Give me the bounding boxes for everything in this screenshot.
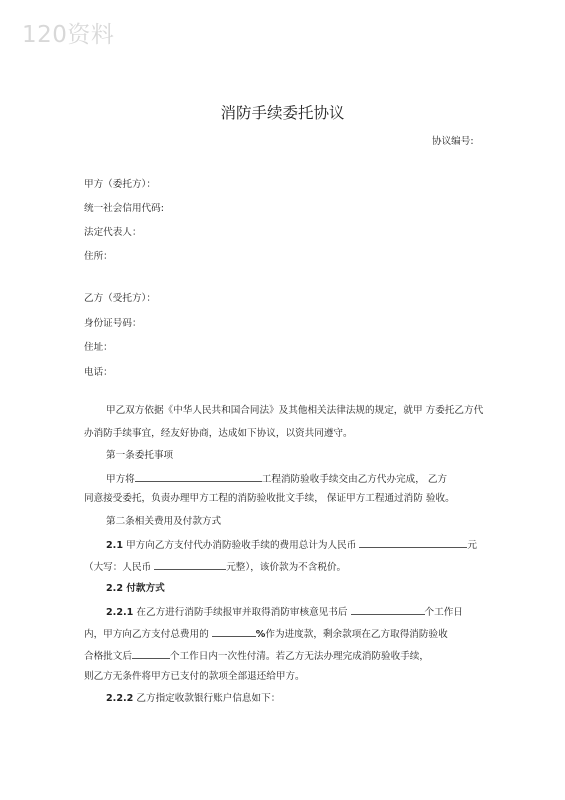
document-title: 消防手续委托协议	[220, 104, 345, 122]
section-2-1-line-1	[106, 537, 477, 553]
party-b-id-number: 身份证号码：	[84, 318, 142, 329]
section-2-2-1-line-3	[84, 648, 429, 664]
section-2-1-line-2-post: 元整），该价款为不含税价。	[226, 562, 347, 573]
section-2-2-2-line	[106, 692, 280, 706]
section-2-2-heading: 2.2 付款方式	[106, 583, 165, 594]
section-2-1-line-2-pre: （大写：人民币	[84, 562, 152, 573]
article-1-line-1-pre: 甲方将	[106, 474, 135, 485]
article-1-line-2: 同意接受委托，负责办理甲方工程的消防验收批文手续， 保证甲方工程通过消防 验收。	[84, 493, 455, 504]
section-2-2-1-line-1-pre: 在乙方进行消防手续报审并取得消防审核意见书后	[136, 607, 348, 618]
section-2-1-number: 2.1	[106, 540, 123, 551]
watermark: 120资料	[22, 22, 115, 48]
agreement-number-label: 协议编号:	[432, 136, 474, 147]
percent-sign: %	[255, 629, 266, 640]
article-1-heading: 第一条委托事项	[106, 450, 174, 461]
article-2-heading: 第二条相关费用及付款方式	[106, 516, 222, 527]
section-2-2-1-line-3-post: 个工作日内一次性付清。若乙方无法办理完成消防验收手续，	[169, 651, 429, 662]
percentage-blank	[212, 626, 256, 637]
section-2-2-1-line-2-pre: 内，甲方向乙方支付总费用的	[84, 629, 209, 640]
party-b-address: 住址：	[84, 342, 113, 353]
section-2-2-1-line-2-post: 作为进度款，剩余款项在乙方取得消防验收	[265, 629, 448, 640]
fee-amount-blank	[359, 537, 467, 548]
party-a-legal-rep: 法定代表人：	[84, 227, 142, 238]
project-name-blank	[135, 471, 262, 482]
party-b-label: 乙方（受托方）：	[84, 293, 156, 304]
article-1-line-1-post: 工程消防验收手续交由乙方代办完成， 乙方	[261, 474, 448, 485]
section-2-1-text: 甲方向乙方支付代办消防验收手续的费用总计为人民币	[126, 540, 357, 551]
party-a-credit-code: 统一社会信用代码:	[84, 203, 164, 214]
section-2-2-1-line-1-post: 个工作日	[424, 607, 463, 618]
section-2-1-line-2	[84, 559, 346, 575]
days-after-approval-blank	[132, 648, 170, 659]
article-1-line-1	[106, 471, 447, 487]
section-2-2-1-line-3-pre: 合格批文后	[84, 651, 132, 662]
section-2-2-1-line-1	[106, 604, 463, 620]
section-2-1-unit: 元	[467, 540, 477, 551]
section-2-2-1-line-4: 则乙方无条件将甲方已支付的款项全部退还给甲方。	[84, 671, 305, 682]
section-2-2-1-number: 2.2.1	[106, 607, 134, 618]
party-a-label: 甲方（委托方）：	[84, 179, 156, 190]
section-2-2-2-number: 2.2.2	[106, 693, 134, 704]
days-after-review-blank	[351, 604, 425, 615]
fee-amount-words-blank	[154, 559, 226, 570]
section-2-2-2-text: 乙方指定收款银行账户信息如下：	[136, 693, 281, 704]
party-b-phone: 电话：	[84, 367, 113, 378]
intro-line-1: 甲乙双方依据《中华人民共和国合同法》及其他相关法律法规的规定，就甲 方委托乙方代	[106, 405, 484, 416]
intro-line-2: 办消防手续事宜，经友好协商，达成如下协议，以资共同遵守。	[84, 428, 353, 439]
section-2-2-1-line-2	[84, 626, 448, 642]
party-a-address: 住所：	[84, 251, 113, 262]
